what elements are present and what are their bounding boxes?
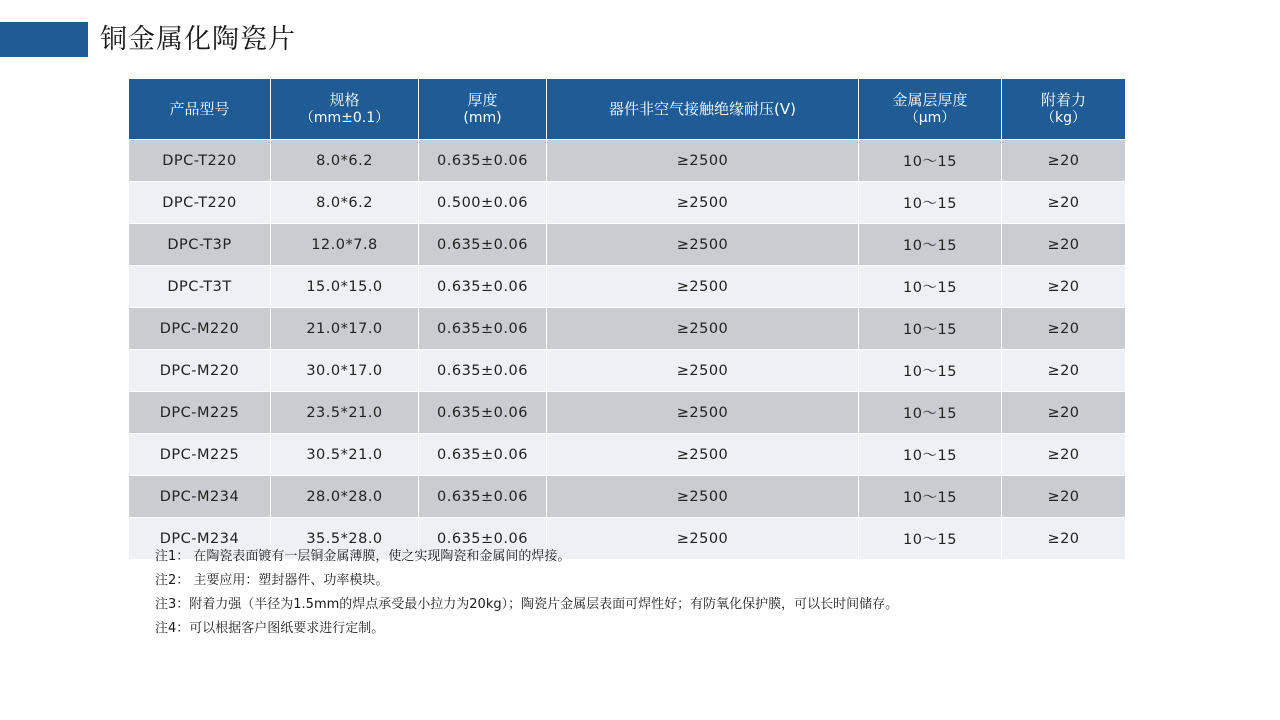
table-row	[129, 308, 1126, 350]
column-header-thickness	[419, 79, 547, 140]
cell-withstand-voltage: ≥2500	[547, 476, 859, 518]
cell-model: DPC-M220	[129, 308, 271, 350]
note-2: 注2： 主要应用：塑封器件、功率模块。	[155, 573, 389, 588]
cell-metal-layer-thickness: 10～15	[859, 434, 1002, 476]
column-header-size-sub: （mm±0.1）	[299, 109, 390, 126]
cell-size: 12.0*7.8	[271, 224, 419, 266]
cell-adhesion: ≥20	[1002, 476, 1126, 518]
cell-model: DPC-M234	[129, 518, 271, 560]
cell-withstand-voltage: ≥2500	[547, 518, 859, 560]
cell-model: DPC-M225	[129, 434, 271, 476]
cell-metal-layer-thickness: 10～15	[859, 392, 1002, 434]
cell-metal-layer-thickness: 10～15	[859, 350, 1002, 392]
column-header-thickness-sub: (mm)	[463, 109, 502, 126]
cell-withstand-voltage: ≥2500	[547, 434, 859, 476]
column-header-metal-layer-thickness-main: 金属层厚度	[892, 90, 968, 109]
table-body	[129, 140, 1126, 560]
cell-size: 28.0*28.0	[271, 476, 419, 518]
note-4: 注4：可以根据客户图纸要求进行定制。	[155, 621, 385, 636]
cell-thickness: 0.500±0.06	[419, 182, 547, 224]
cell-withstand-voltage: ≥2500	[547, 392, 859, 434]
note-1: 注1： 在陶瓷表面镀有一层铜金属薄膜，使之实现陶瓷和金属间的焊接。	[155, 549, 571, 564]
cell-adhesion: ≥20	[1002, 140, 1126, 182]
column-header-adhesion-sub: （kg）	[1041, 109, 1086, 126]
cell-metal-layer-thickness: 10～15	[859, 224, 1002, 266]
table-row	[129, 392, 1126, 434]
cell-adhesion: ≥20	[1002, 350, 1126, 392]
cell-adhesion: ≥20	[1002, 308, 1126, 350]
cell-withstand-voltage: ≥2500	[547, 224, 859, 266]
column-header-withstand-voltage-main: 器件非空气接触绝缘耐压(V)	[609, 99, 796, 118]
cell-model: DPC-T220	[129, 182, 271, 224]
spec-table	[128, 78, 1126, 560]
cell-size: 35.5*28.0	[271, 518, 419, 560]
column-header-thickness-main: 厚度	[467, 90, 498, 109]
cell-size: 23.5*21.0	[271, 392, 419, 434]
cell-adhesion: ≥20	[1002, 224, 1126, 266]
cell-size: 21.0*17.0	[271, 308, 419, 350]
column-header-size-main: 规格	[329, 90, 360, 109]
cell-model: DPC-M220	[129, 350, 271, 392]
cell-thickness: 0.635±0.06	[419, 392, 547, 434]
cell-adhesion: ≥20	[1002, 182, 1126, 224]
table-row	[129, 350, 1126, 392]
cell-thickness: 0.635±0.06	[419, 476, 547, 518]
title-accent-bar	[0, 22, 88, 57]
cell-size: 8.0*6.2	[271, 182, 419, 224]
cell-withstand-voltage: ≥2500	[547, 140, 859, 182]
cell-metal-layer-thickness: 10～15	[859, 266, 1002, 308]
column-header-adhesion-main: 附着力	[1040, 90, 1086, 109]
cell-model: DPC-T3T	[129, 266, 271, 308]
column-header-model-main: 产品型号	[169, 99, 230, 118]
column-header-metal-layer-thickness	[859, 79, 1002, 140]
cell-thickness: 0.635±0.06	[419, 518, 547, 560]
table-row	[129, 476, 1126, 518]
cell-thickness: 0.635±0.06	[419, 224, 547, 266]
cell-size: 30.0*17.0	[271, 350, 419, 392]
page-title: 铜金属化陶瓷片	[100, 24, 296, 55]
cell-withstand-voltage: ≥2500	[547, 308, 859, 350]
cell-metal-layer-thickness: 10～15	[859, 518, 1002, 560]
cell-size: 8.0*6.2	[271, 140, 419, 182]
cell-metal-layer-thickness: 10～15	[859, 140, 1002, 182]
column-header-model	[129, 79, 271, 140]
table-row	[129, 266, 1126, 308]
cell-adhesion: ≥20	[1002, 434, 1126, 476]
spec-table-container	[128, 78, 1125, 560]
cell-model: DPC-T220	[129, 140, 271, 182]
column-header-size	[271, 79, 419, 140]
cell-size: 15.0*15.0	[271, 266, 419, 308]
cell-adhesion: ≥20	[1002, 392, 1126, 434]
cell-thickness: 0.635±0.06	[419, 434, 547, 476]
column-header-adhesion	[1002, 79, 1126, 140]
note-3: 注3：附着力强（半径为1.5mm的焊点承受最小拉力为20kg）；陶瓷片金属层表面可焊性好；有防氧化保护膜，可以长时间储存。	[155, 597, 899, 612]
cell-adhesion: ≥20	[1002, 266, 1126, 308]
cell-adhesion: ≥20	[1002, 518, 1126, 560]
cell-withstand-voltage: ≥2500	[547, 182, 859, 224]
cell-thickness: 0.635±0.06	[419, 308, 547, 350]
table-row	[129, 224, 1126, 266]
column-header-metal-layer-thickness-sub: （μm）	[904, 109, 956, 126]
cell-model: DPC-M225	[129, 392, 271, 434]
cell-withstand-voltage: ≥2500	[547, 266, 859, 308]
table-row	[129, 140, 1126, 182]
table-row	[129, 182, 1126, 224]
cell-model: DPC-T3P	[129, 224, 271, 266]
table-row	[129, 434, 1126, 476]
column-header-withstand-voltage	[547, 79, 859, 140]
table-header	[129, 79, 1126, 140]
cell-withstand-voltage: ≥2500	[547, 350, 859, 392]
cell-size: 30.5*21.0	[271, 434, 419, 476]
notes-block	[155, 545, 1155, 641]
cell-thickness: 0.635±0.06	[419, 350, 547, 392]
cell-thickness: 0.635±0.06	[419, 266, 547, 308]
cell-model: DPC-M234	[129, 476, 271, 518]
cell-thickness: 0.635±0.06	[419, 140, 547, 182]
table-header-row	[129, 79, 1126, 140]
cell-metal-layer-thickness: 10～15	[859, 308, 1002, 350]
cell-metal-layer-thickness: 10～15	[859, 476, 1002, 518]
cell-metal-layer-thickness: 10～15	[859, 182, 1002, 224]
